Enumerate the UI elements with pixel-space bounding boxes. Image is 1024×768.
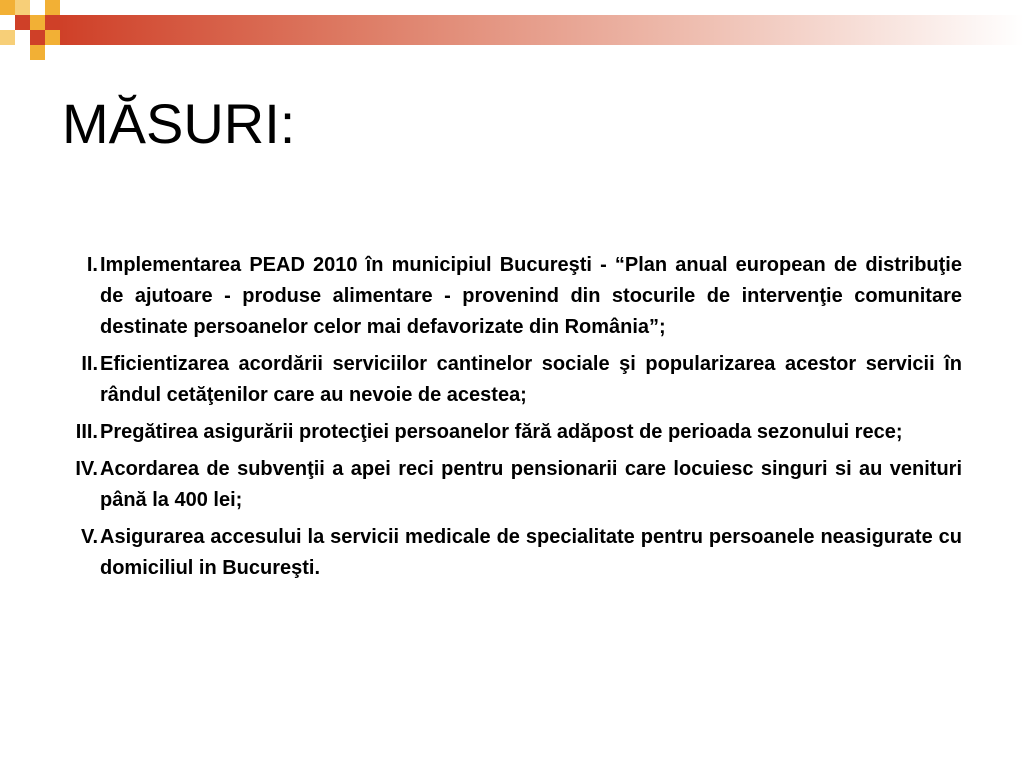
decor-square-red [30,30,45,45]
decor-square-gold [30,15,45,30]
decor-square-gold [15,0,30,15]
list-item-number: IV. [75,458,98,480]
list-item [62,349,962,411]
measures-list [62,250,962,590]
list-item-text: Eficientizarea acordării serviciilor cantinelor sociale şi popularizarea acestor servicii în rândul cetăţenilor care au nevoie de acestea; [100,353,962,406]
list-item [62,417,962,448]
list-item-text: Asigurarea accesului la servicii medicale de specialitate pentru persoanele neasigurate cu domiciliul in Bucureşti. [100,526,962,579]
list-item-number: II. [81,353,98,375]
list-item-text: Implementarea PEAD 2010 în municipiul Bucureşti - “Plan anual european de distribuţie de ajutoare - produse alimentare - provenind din stocurile de intervenţie comunitare destinate persoanelor celor mai defavorizate din România”; [100,254,962,338]
decor-square-red [15,15,30,30]
decor-square-gold [45,30,60,45]
list-item-number: I. [86,254,98,276]
list-item [62,250,962,343]
decor-square-red [45,15,60,30]
gradient-header-bar [60,15,1024,45]
decor-square-gold [45,0,60,15]
list-item-text: Pregătirea asigurării protecţiei persoanelor fără adăpost de perioada sezonului rece; [100,421,903,443]
list-item-number: III. [75,421,98,443]
slide-title: MĂSURI: [62,92,296,155]
list-item [62,454,962,516]
header-decoration [0,0,1024,64]
list-item [62,522,962,584]
decor-square-gold [0,30,15,45]
list-item-text: Acordarea de subvenţii a apei reci pentru pensionarii care locuiesc singuri si au venituri până la 400 lei; [100,458,962,511]
list-item-number: V. [80,526,98,548]
decor-square-gold [30,45,45,60]
decor-square-gold [0,0,15,15]
